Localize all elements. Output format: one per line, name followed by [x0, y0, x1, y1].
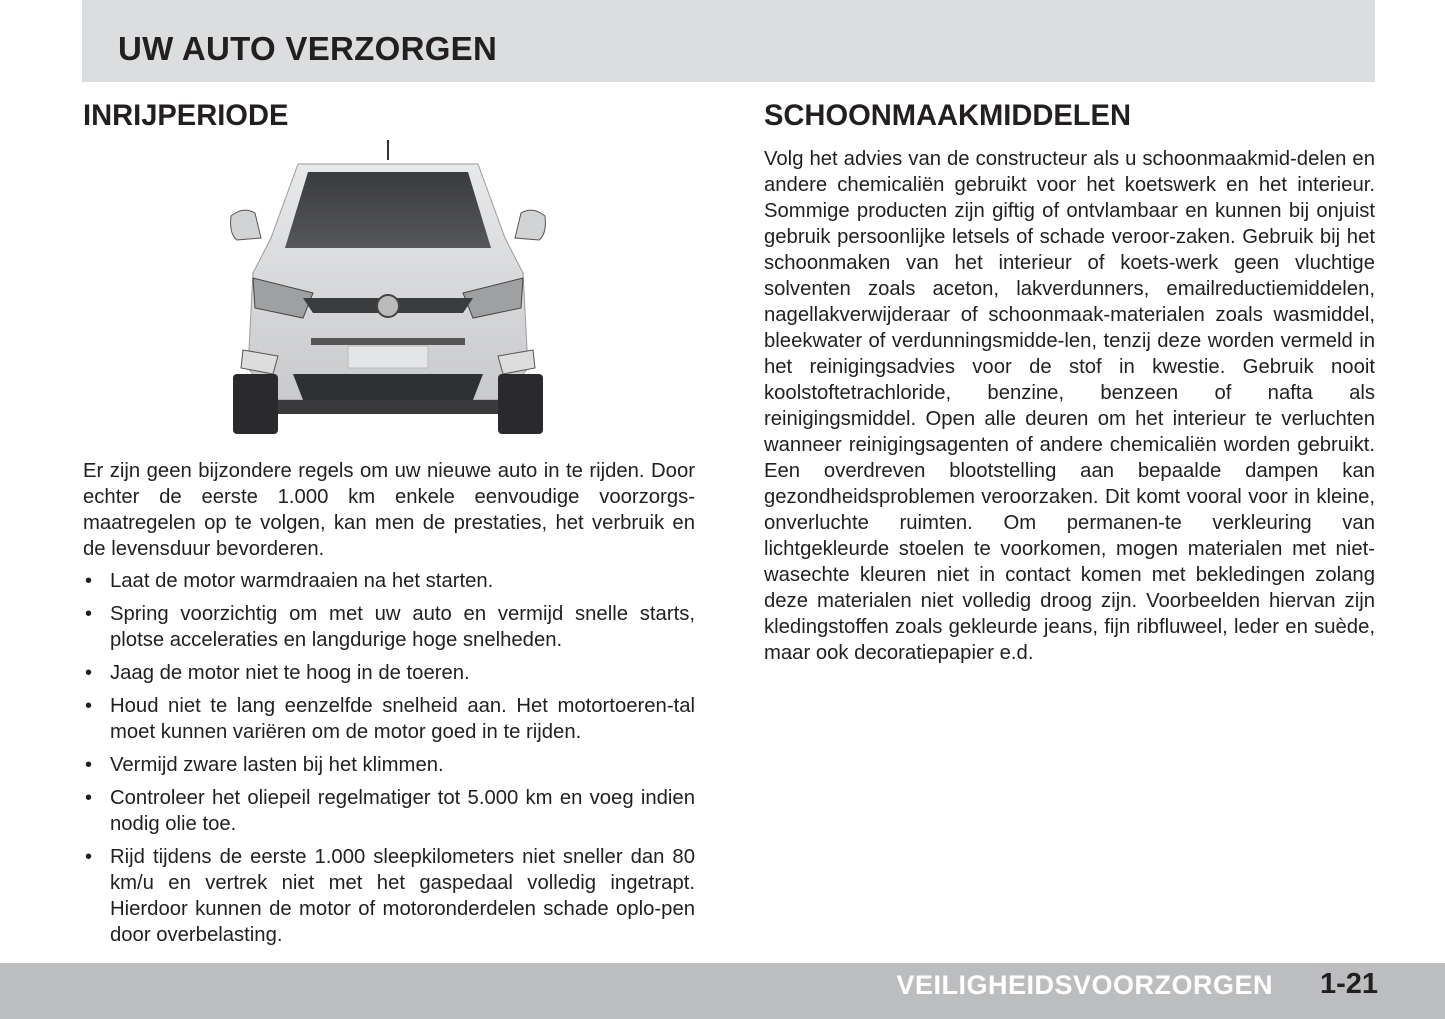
section-schoonmaakmiddelen [764, 96, 1375, 666]
bullet-icon: • [85, 846, 93, 868]
list-item: • Vermijd zware lasten bij het klimmen. [85, 754, 444, 776]
bullet-icon: • [85, 570, 93, 592]
bullet-icon: • [85, 754, 93, 776]
list-item: • Controleer het oliepeil regelmatiger tot 5.000 km en voeg indien nodig olie toe. [85, 787, 695, 835]
section-heading-inrijperiode: INRIJPERIODE [83, 99, 289, 132]
page-number: 1-21 [1320, 968, 1379, 1000]
list-item: • Rijd tijdens de eerste 1.000 sleepkilometers niet sneller dan 80 km/u en vertrek niet met het gaspedaal volledig ingetrapt. Hierdoor kunnen de motor of motoronderdelen schade oplo-pen door overbelasting. [85, 846, 695, 946]
bullet-icon: • [85, 787, 93, 809]
footer-section-title: VEILIGHEIDSVOORZORGEN [896, 970, 1273, 1000]
intro-paragraph: Er zijn geen bijzondere regels om uw nieuwe auto in te rijden. Door echter de eerste 1.000 km enkele eenvoudige voorzorgs-maatregelen op te volgen, kan men de prestaties, het verbruik en de levensduur bevorderen. [83, 460, 695, 560]
precautions-list [83, 568, 695, 955]
page-title: UW AUTO VERZORGEN [118, 30, 498, 67]
list-item: • Houd niet te lang eenzelfde snelheid aan. Het motortoeren-tal moet kunnen variëren om de motor goed in te rijden. [85, 695, 695, 743]
list-item: • Laat de motor warmdraaien na het starten. [85, 570, 494, 592]
cleaning-paragraph: Volg het advies van de constructeur als u schoonmaakmid-delen en andere chemicaliën gebruikt voor het koetswerk en het interieur. Sommige producten zijn giftig of ontvlambaar en kunnen bij onjuist gebruik persoonlijke letsels of schade veroor-zaken. Gebruik bij het schoonmaken van het interieur of koets-werk geen vluchtige solventen zoals aceton, lakverdunners, emailreductiemiddelen, nagellakverwijderaar of schoonmaak-materialen zoals wasmiddel, bleekwater of verdunningsmidde-len, tenzij deze worden vermeld in het reinigingsadvies voor de stof in kwestie. Gebruik nooit koolstoftetrachloride, benzine, benzeen of nafta als reinigingsmiddel. Open alle deuren om het interieur te verluchten wanneer reinigingsagenten of andere chemicaliën worden gebruikt. Een overdreven blootstelling aan bepaalde dampen kan gezondheidsproblemen veroorzaken. Dit komt vooral voor in kleine, onverluchte ruimten. Om permanen-te verkleuring van lichtgekleurde stoelen te voorkomen, mogen materialen met niet-wasechte kleuren niet in contact komen met bekledingen zolang deze materialen niet volledig droog zijn. Voorbeelden hiervan zijn kledingstoffen zoals gekleurde jeans, fijn ribfluweel, leder en suède, maar ook decoratiepapier e.d. [764, 148, 1375, 664]
bullet-icon: • [85, 603, 93, 625]
section-inrijperiode [83, 96, 695, 946]
list-item: • Jaag de motor niet te hoog in de toeren. [85, 662, 470, 684]
car-front-view-image [223, 138, 553, 438]
bullet-icon: • [85, 695, 93, 717]
section-heading-schoonmaakmiddelen: SCHOONMAAKMIDDELEN [764, 99, 1131, 132]
bullet-icon: • [85, 662, 93, 684]
list-item: • Spring voorzichtig om met uw auto en vermijd snelle starts, plotse acceleraties en langdurige hoge snelheden. [85, 603, 695, 651]
